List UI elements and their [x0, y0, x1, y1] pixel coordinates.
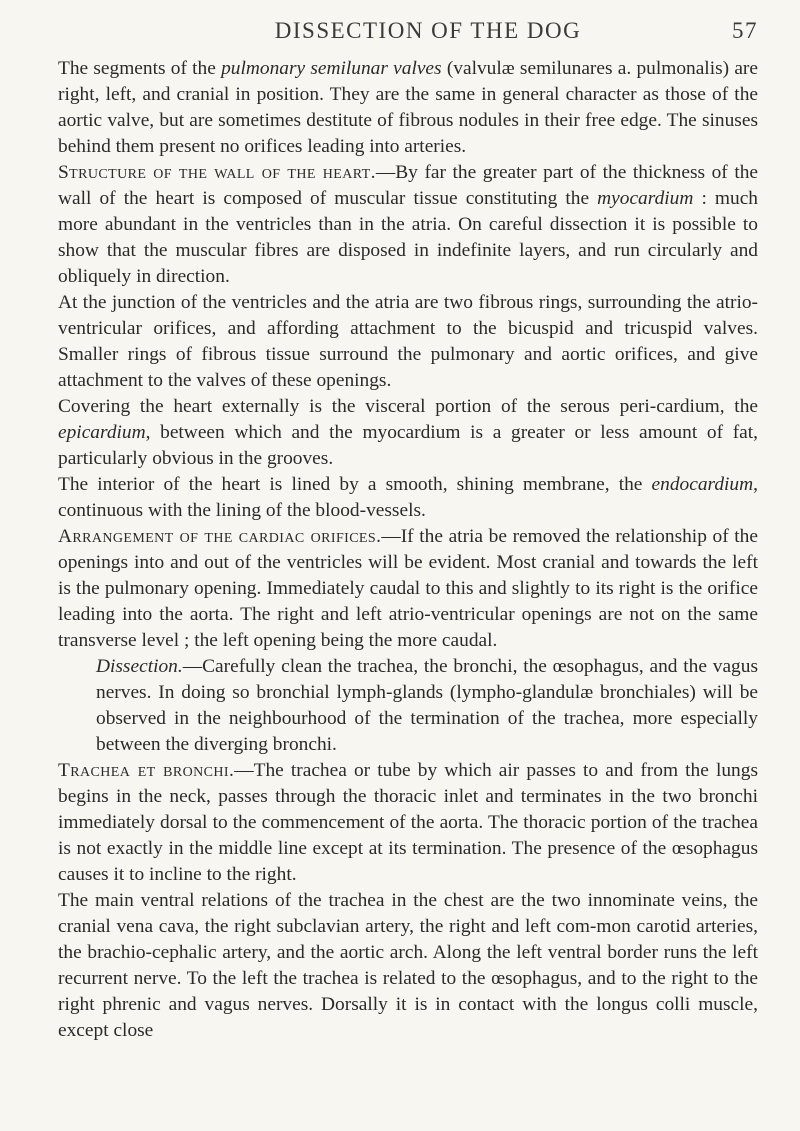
paragraph-trachea-relations: The main ventral relations of the trachea in the chest are the two innominate veins, the cranial vena cava, the right subclavian artery, the right and left com-mon carotid arteries, the brachio-cephalic artery, and the aortic arch. Along the left ventral border runs the left recurrent nerve. To the left the trachea is related to the œsophagus, and to the right to the right phrenic and vagus nerves. Dorsally it is in contact with the longus colli muscle, except close [58, 890, 758, 1041]
paragraph-dissection-instruction: Dissection.—Carefully clean the trachea, the bronchi, the œsophagus, and the vagus nerves. In doing so bronchial lymph-glands (lympho-glandulæ bronchiales) will be observed in the neighbourhood of the termination of the trachea, more especially between the diverging bronchi. [96, 656, 758, 755]
paragraph-cardiac-orifices: Arrangement of the cardiac orifices.—If the atria be removed the relationship of the openings into and out of the ventricles will be evident. Most cranial and towards the left is the pulmonary opening. Immediately caudal to this and slightly to its right is the orifice leading into the aorta. The right and left atrio-ventricular openings are not on the same transverse level ; the left opening being the more caudal. [58, 526, 758, 651]
paragraph-pulmonary-valves: The segments of the pulmonary semilunar valves (valvulæ semilunares a. pulmonalis) are right, left, and cranial in position. They are the same in general character as those of the aortic valve, but are sometimes destitute of fibrous nodules in their free edge. The sinuses behind them present no orifices leading into arteries. [58, 58, 758, 157]
paragraph-trachea: Trachea et bronchi.—The trachea or tube by which air passes to and from the lungs begins in the neck, passes through the thoracic inlet and terminates in the two bronchi immediately dorsal to the commencement of the aorta. The thoracic portion of the trachea is not exactly in the middle line except at its termination. The presence of the œsophagus causes it to incline to the right. [58, 760, 758, 885]
paragraph-wall-structure: Structure of the wall of the heart.—By far the greater part of the thickness of the wall of the heart is composed of muscular tissue constituting the myocardium : much more abundant in the ventricles than in the atria. On careful dissection it is possible to show that the muscular fibres are disposed in indefinite layers, and run circularly and obliquely in direction. [58, 162, 759, 287]
body-text [58, 56, 758, 1044]
running-head [58, 18, 758, 56]
paragraph-endocardium: The interior of the heart is lined by a smooth, shining membrane, the endocardium, continuous with the lining of the blood-vessels. [58, 474, 758, 521]
section-heading: Arrangement of the cardiac orifices. [58, 526, 382, 547]
paragraph-epicardium: Covering the heart externally is the visceral portion of the serous peri-cardium, the epicardium, between which and the myocardium is a greater or less amount of fat, particularly obvious in the grooves. [58, 396, 758, 469]
page-number: 57 [732, 18, 758, 43]
running-title: DISSECTION OF THE DOG [274, 18, 582, 43]
section-heading: Trachea et bronchi. [58, 760, 235, 781]
paragraph-fibrous-rings: At the junction of the ventricles and the atria are two fibrous rings, surrounding the atrio-ventricular orifices, and affording attachment to the bicuspid and tricuspid valves. Smaller rings of fibrous tissue surround the pulmonary and aortic orifices, and give attachment to the valves of these openings. [58, 292, 758, 391]
section-heading: Structure of the wall of the heart. [58, 162, 376, 183]
